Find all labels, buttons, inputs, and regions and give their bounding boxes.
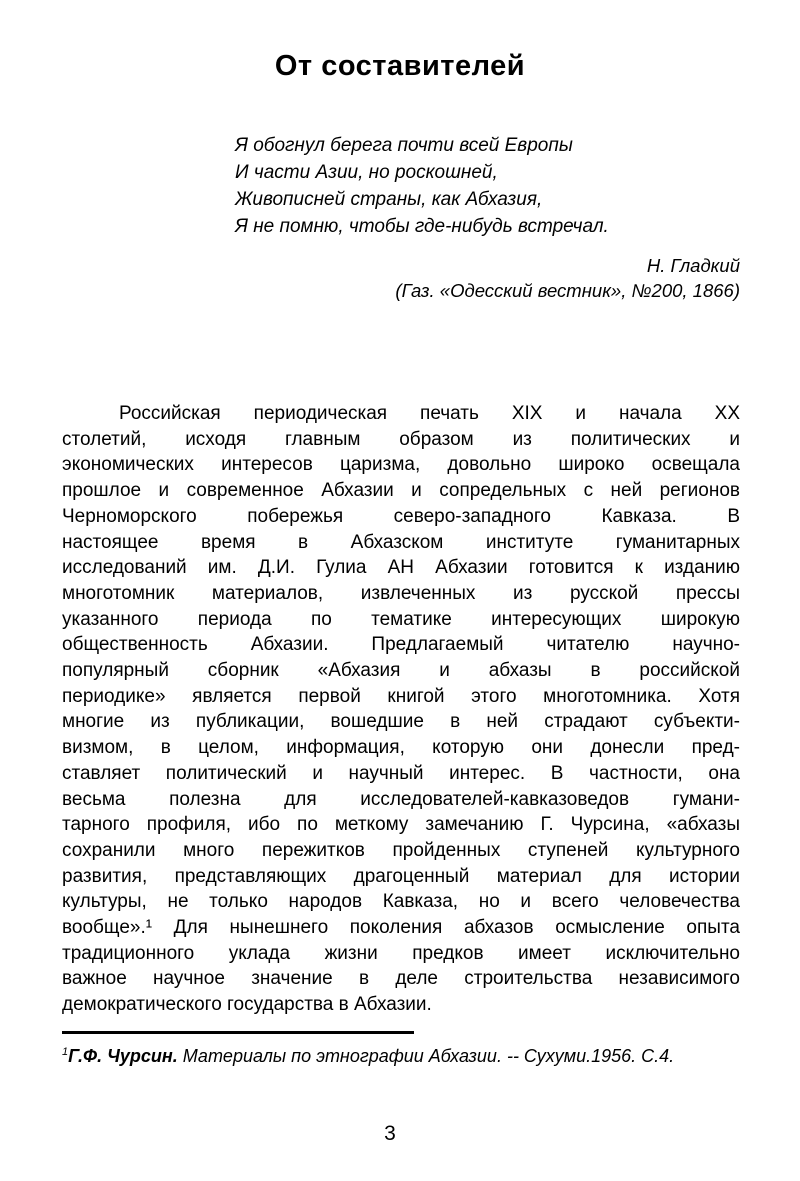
body-line: общественность Абхазии. Предлагаемый читателю научно-	[62, 634, 740, 656]
epigraph	[235, 132, 609, 240]
body-line: Черноморского побережья северо-западного Кавказа. В	[62, 505, 740, 527]
attribution-author: Н. Гладкий	[646, 255, 740, 276]
body-line: важное научное значение в деле строительства независимого	[62, 968, 740, 990]
body-line: ставляет политический и научный интерес. В частности, она	[62, 762, 740, 784]
footnote	[62, 1046, 742, 1067]
epigraph-attribution	[395, 253, 740, 303]
body-line: экономических интересов царизма, довольно широко освещала	[62, 454, 740, 476]
body-line: визмом, в целом, информация, которую они донесли пред-	[62, 737, 740, 759]
body-line: периодике» является первой книгой этого многотомника. Хотя	[62, 685, 740, 707]
epigraph-line: Я не помню, чтобы где-нибудь встречал.	[235, 216, 609, 237]
body-line: тарного профиля, ибо по меткому замечанию Г. Чурсина, «абхазы	[62, 814, 740, 836]
body-line: весьма полезна для исследователей-кавказоведов гумани-	[62, 788, 740, 810]
body-line: сохранили много пережитков пройденных ступеней культурного	[62, 839, 740, 861]
body-line: популярный сборник «Абхазия и абхазы в российской	[62, 660, 740, 682]
body-line: развития, представляющих драгоценный материал для истории	[62, 865, 740, 887]
body-line: культуры, не только народов Кавказа, но и всего человечества	[62, 891, 740, 913]
body-line: столетий, исходя главным образом из политических и	[62, 428, 740, 450]
body-line: традиционного уклада жизни предков имеет исключительно	[62, 942, 740, 964]
body-line: прошлое и современное Абхазии и сопредельных с ней регионов	[62, 480, 740, 502]
epigraph-line: Я обогнул берега почти всей Европы	[235, 135, 573, 156]
body-line: настоящее время в Абхазском институте гуманитарных	[62, 531, 740, 553]
footnote-marker: 1	[62, 1046, 69, 1058]
body-line: многие из публикации, вошедшие в ней страдают субъекти-	[62, 711, 740, 733]
epigraph-line: Живописней страны, как Абхазия,	[235, 189, 543, 210]
epigraph-line: И части Азии, но роскошней,	[235, 162, 498, 183]
body-line: демократического государства в Абхазии.	[62, 994, 432, 1016]
footnote-separator-rule	[62, 1031, 414, 1034]
page-number: 3	[384, 1122, 396, 1145]
attribution-source: (Газ. «Одесский вестник», №200, 1866)	[395, 280, 740, 301]
body-line: Российская периодическая печать XIX и начала XX	[119, 403, 740, 424]
body-line: указанного периода по тематике интересующих широкую	[62, 608, 740, 630]
main-paragraph	[62, 401, 740, 1018]
page-title: От составителей	[274, 50, 526, 82]
body-line: многотомник материалов, извлеченных из русской прессы	[62, 582, 740, 604]
body-line: исследований им. Д.И. Гулиа АН Абхазии готовится к изданию	[62, 557, 740, 579]
body-line: вообще».¹ Для нынешнего поколения абхазов осмысление опыта	[62, 917, 740, 939]
footnote-author: Г.Ф. Чурсин.	[68, 1046, 178, 1066]
footnote-text: Материалы по этнографии Абхазии. -- Сухуми.1956. С.4.	[182, 1046, 675, 1066]
